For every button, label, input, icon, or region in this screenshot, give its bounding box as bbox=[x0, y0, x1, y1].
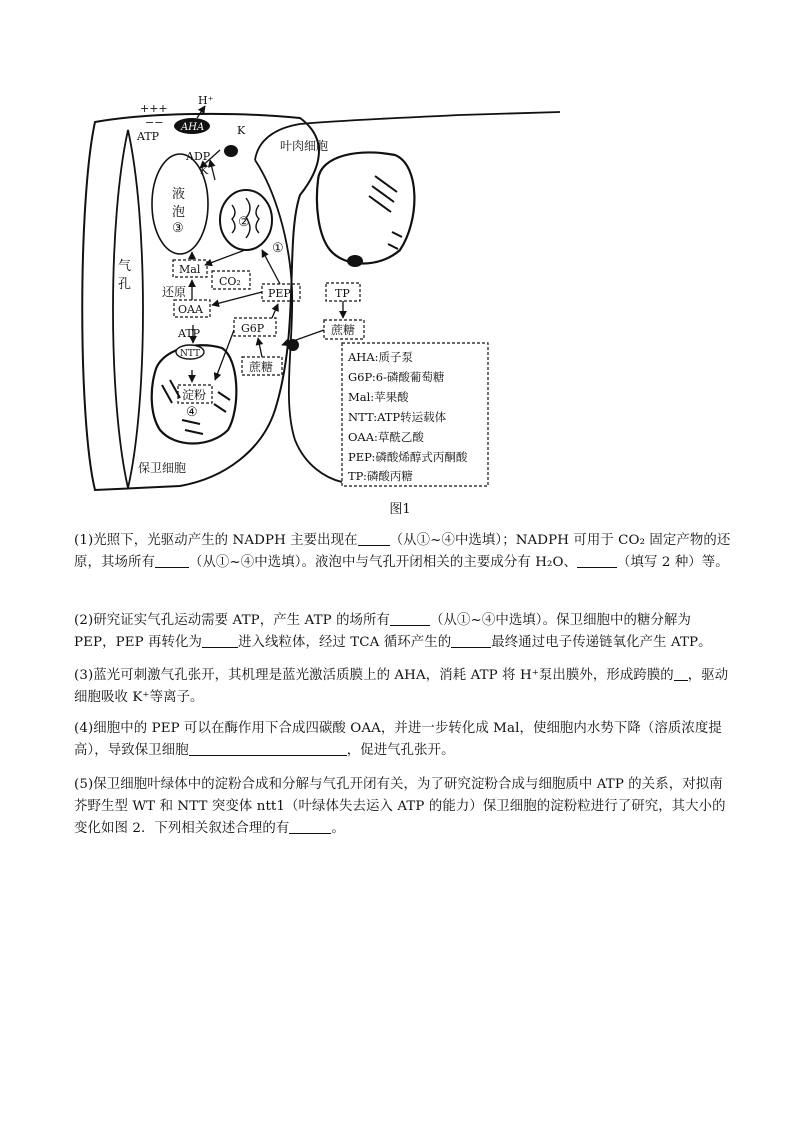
question-5: (5)保卫细胞叶绿体中的淀粉合成和分解与气孔开闭有关，为了研究淀粉合成与细胞质中 ATP 的关系，对拟南芥野生型 WT 和 NTT 突变体 ntt1（叶绿体失去运入 ATP 的能力）保卫细胞的淀粉粒进行了研究，其大小的变化如图 2．下列相关叙述合理的有 。 bbox=[74, 777, 726, 836]
co2-label: CO₂ bbox=[219, 275, 241, 288]
vacuole-label-2: 泡 bbox=[172, 205, 186, 220]
answer-blank[interactable] bbox=[674, 666, 688, 681]
answer-blank[interactable] bbox=[189, 741, 347, 756]
tp-label: TP bbox=[335, 287, 350, 300]
aha-label: AHA bbox=[181, 122, 205, 133]
legend-item: OAA:草酰乙酸 bbox=[348, 430, 424, 444]
stoma-label-2: 孔 bbox=[118, 277, 132, 292]
oaa-label: OAA bbox=[178, 303, 203, 316]
minus-signs: −− bbox=[145, 116, 164, 129]
legend-item: G6P:6-磷酸葡萄糖 bbox=[348, 370, 445, 384]
stoma-label-1: 气 bbox=[118, 259, 132, 274]
chloro-number: ④ bbox=[186, 405, 198, 420]
question-2: (2)研究证实气孔运动需要 ATP，产生 ATP 的场所有 （从①~④中选填）。保卫细胞中的糖分解为 PEP，PEP 再转化为 进入线粒体，经过 TCA 循环产生的 最终通过电子传递链氧化产生 ATP。 bbox=[74, 613, 712, 650]
reduce-label: 还原 bbox=[162, 285, 187, 299]
g6p-label: G6P bbox=[241, 322, 265, 335]
answer-blank[interactable] bbox=[202, 633, 238, 648]
starch-label: 淀粉 bbox=[182, 388, 207, 402]
answer-blank[interactable] bbox=[155, 553, 189, 568]
legend-item: Mal:苹果酸 bbox=[348, 390, 409, 404]
mesophyll-chloroplast bbox=[317, 152, 415, 263]
answer-blank[interactable] bbox=[358, 531, 390, 546]
question-3: (3)蓝光可刺激气孔张开，其机理是蓝光激活质膜上的 AHA，消耗 ATP 将 H⁺泵出膜外，形成跨膜的 ，驱动细胞吸收 K⁺等离子。 bbox=[74, 668, 729, 705]
mesophyll-label: 叶肉细胞 bbox=[280, 139, 329, 153]
ntt-label: NTT bbox=[180, 349, 201, 359]
answer-blank[interactable] bbox=[289, 819, 331, 834]
mito-number: ② bbox=[238, 215, 250, 230]
answer-blank[interactable] bbox=[577, 553, 617, 568]
legend-item: AHA:质子泵 bbox=[348, 350, 414, 364]
answer-blank[interactable] bbox=[451, 633, 491, 648]
k-inside-label: K bbox=[200, 164, 209, 177]
answer-blank[interactable] bbox=[390, 611, 430, 626]
mal-label: Mal bbox=[179, 263, 201, 276]
stoma-pore bbox=[113, 130, 143, 488]
path-number: ① bbox=[272, 241, 284, 256]
guard-cell-label: 保卫细胞 bbox=[138, 461, 187, 475]
question-1: (1)光照下，光驱动产生的 NADPH 主要出现在 （从①~④中选填）；NADPH 可用于 CO₂ 固定产物的还原，其场所有 （从①~④中选填）。液泡中与气孔开闭相关的主要成分有 H₂O、 （填写 2 种）等。 bbox=[74, 533, 731, 570]
atp-top-label: ATP bbox=[137, 130, 160, 143]
legend bbox=[347, 350, 468, 483]
legend-item: TP:磷酸丙糖 bbox=[348, 469, 413, 483]
legend-item: PEP:磷酸烯醇式丙酮酸 bbox=[348, 450, 468, 464]
k-outside-label: K bbox=[237, 124, 246, 137]
vacuole-number: ③ bbox=[172, 221, 184, 236]
adp-label: ADP bbox=[186, 150, 211, 163]
atp-mid-label: ATP bbox=[178, 327, 201, 340]
sucrose-right-label: 蔗糖 bbox=[331, 323, 356, 337]
plus-signs: +++ bbox=[140, 102, 168, 115]
sucrose-left-label: 蔗糖 bbox=[249, 360, 274, 374]
cell-diagram bbox=[0, 0, 800, 500]
h-plus-label: H⁺ bbox=[198, 94, 214, 107]
question-4: (4)细胞中的 PEP 可以在酶作用下合成四碳酸 OAA，并进一步转化成 Mal，使细胞内水势下降（溶质浓度提高），导致保卫细胞 ，促进气孔张开。 bbox=[74, 721, 722, 758]
figure-caption: 图1 bbox=[389, 502, 411, 517]
pep-label: PEP bbox=[268, 287, 291, 300]
legend-item: NTT:ATP转运载体 bbox=[348, 410, 447, 424]
vacuole-label-1: 液 bbox=[172, 187, 186, 202]
